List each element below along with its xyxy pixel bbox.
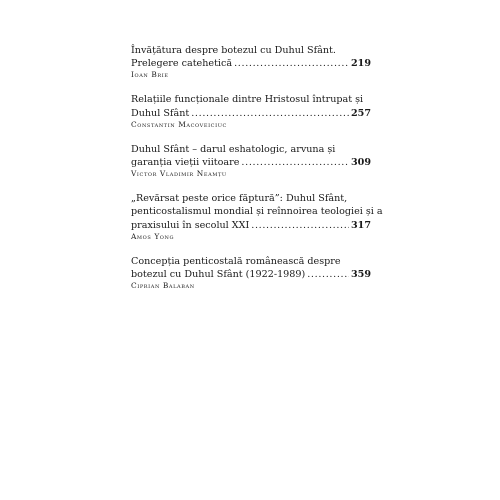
page-number: 219 xyxy=(350,58,371,70)
dot-leader xyxy=(241,156,349,169)
entry-title-line: Relațiile funcționale dintre Hristosul întrupat și xyxy=(131,94,364,106)
entry-title-last-line xyxy=(131,268,371,281)
author-name: Ioan Brie xyxy=(131,70,169,80)
entry-title-last-line xyxy=(131,57,371,70)
entry-title-line: Duhul Sfânt – darul eshatologic, arvuna și xyxy=(131,143,336,155)
author-name: Constantin Macoveiciuc xyxy=(131,119,227,129)
page-number: 309 xyxy=(350,157,371,169)
entry-title-line: Învățătura despre botezul cu Duhul Sfânt. xyxy=(131,45,336,56)
toc-entry[interactable] xyxy=(131,44,371,80)
toc-entry[interactable] xyxy=(131,192,383,242)
dot-leader xyxy=(251,219,349,232)
page-number: 257 xyxy=(350,107,371,119)
table-of-contents xyxy=(131,44,383,291)
author-name: Victor Vladimir Neamțu xyxy=(131,169,227,179)
entry-title-last-line xyxy=(131,219,371,232)
entry-title-line: „Revărsat peste orice făptură”: Duhul Sfânt, xyxy=(131,193,348,205)
page-number: 317 xyxy=(350,219,371,231)
dot-leader xyxy=(191,107,349,120)
page-number: 359 xyxy=(350,269,371,281)
entry-title-line: praxisului în secolul XXI xyxy=(131,219,250,231)
entry-title-line: penticostalismul mondial și reînnoirea teologiei și a xyxy=(131,206,383,218)
author-name: Ciprian Balaban xyxy=(131,281,195,291)
toc-entry[interactable] xyxy=(131,255,371,291)
entry-title-line: Concepția penticostală românească despre xyxy=(131,255,341,267)
entry-title-last-line xyxy=(131,107,371,120)
toc-entry[interactable] xyxy=(131,93,371,129)
entry-title-line: Prelegere catehetică xyxy=(131,58,233,70)
toc-entry[interactable] xyxy=(131,143,371,179)
author-name: Amos Yong xyxy=(131,231,175,241)
entry-title-line: botezul cu Duhul Sfânt (1922-1989) xyxy=(131,269,306,281)
entry-title-last-line xyxy=(131,156,371,169)
dot-leader xyxy=(307,268,349,281)
entry-title-line: garanția vieții viitoare xyxy=(131,157,240,169)
entry-title-line: Duhul Sfânt xyxy=(131,107,190,119)
dot-leader xyxy=(234,57,349,70)
